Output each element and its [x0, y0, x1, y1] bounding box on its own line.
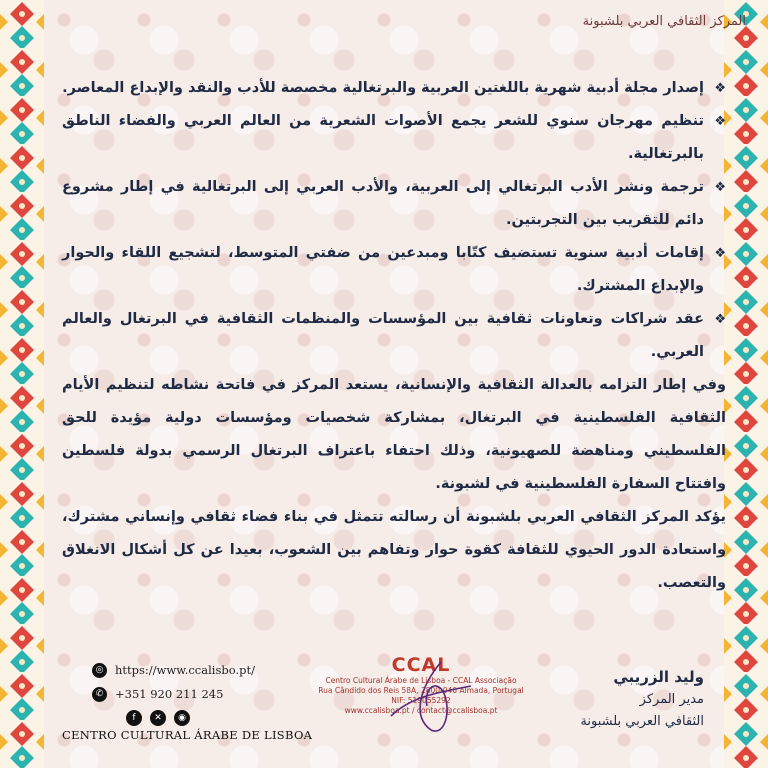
- center-name: CENTRO CULTURAL ÁRABE DE LISBOA: [62, 728, 313, 742]
- signer-name: وليد الزريبي: [613, 668, 704, 686]
- phone-number[interactable]: +351 920 211 245: [115, 687, 224, 701]
- x-icon[interactable]: ✕: [150, 710, 166, 726]
- stamp-line: Centro Cultural Árabe de Lisboa - CCAL Associação: [325, 676, 517, 685]
- list-item: [62, 105, 726, 171]
- body-text: [62, 72, 726, 600]
- list-item-text: تنظيم مهرجان سنوي للشعر يجمع الأصوات الشعرية من العالم العربي والفضاء الناطق بالبرتغالية.: [62, 113, 704, 162]
- signer-block: [554, 665, 704, 733]
- social-links: [126, 710, 282, 726]
- list-item-text: إصدار مجلة أدبية شهرية باللغتين العربية والبرتغالية مخصصة للأدب والنقد والإبداع المعاصر.: [62, 80, 704, 96]
- stamp-line: NIF: 519055292: [391, 696, 451, 705]
- whatsapp-icon: ✆: [92, 687, 107, 702]
- paragraph-palestine-days: وفي إطار التزامه بالعدالة الثقافية والإنسانية، يستعد المركز في فاتحة نشاطه لتنظيم الأيام الثقافية الفلسطينية في البرتغال، بمشاركة شخصيات ومؤسسات دولية مؤيدة للحق الفلسطيني ومناهضة للصهيونية، وذلك احتفاء باعتراف البرتغال الرسمي بدولة فلسطين وافتتاح السفارة الفلسطينية في لشبونة.: [62, 377, 726, 492]
- stamp-brand: CCAL: [391, 654, 451, 676]
- list-item: [62, 72, 726, 105]
- diamond-bullet-icon: ❖: [714, 114, 726, 129]
- paragraph-mission: يؤكد المركز الثقافي العربي بلشبونة أن رسالته تتمثل في بناء فضاء ثقافي وإنساني مشترك، واستعادة الدور الحيوي للثقافة كقوة حوار وتفاهم بين الشعوب، بعيدا عن كل أشكال الانغلاق والتعصب.: [62, 509, 726, 591]
- globe-icon: ◎: [92, 663, 107, 678]
- list-item-text: إقامات أدبية سنوية تستضيف كتّابا ومبدعين من ضفتي المتوسط، لتشجيع اللقاء والحوار والإبداع المشترك.: [62, 245, 704, 294]
- decorative-border-right: [724, 0, 768, 768]
- list-item: [62, 171, 726, 237]
- website-link[interactable]: https://www.ccalisbo.pt/: [115, 663, 255, 677]
- diamond-bullet-icon: ❖: [714, 180, 726, 195]
- signer-role: مدير المركز: [639, 692, 704, 707]
- instagram-icon[interactable]: ◉: [174, 710, 190, 726]
- list-item-text: عقد شراكات وتعاونات ثقافية بين المؤسسات والمنظمات الثقافية في البرتغال والعالم العربي.: [62, 311, 704, 360]
- list-item: [62, 237, 726, 303]
- phone-row[interactable]: [92, 682, 282, 706]
- organization-stamp: [316, 654, 526, 716]
- geometric-pattern-left: [0, 0, 44, 768]
- stamp-line: Rua Cândido dos Reis 58A, 2800-046 Almada, Portugal: [318, 686, 524, 695]
- stamp-line: www.ccalisboa.pt / contact@ccalisboa.pt: [344, 706, 498, 715]
- header-title: المركز الثقافي العربي بلشبونة: [582, 14, 746, 29]
- diamond-bullet-icon: ❖: [714, 246, 726, 261]
- bullet-list: [62, 72, 726, 369]
- contact-block: [92, 658, 282, 726]
- signer-role: الثقافي العربي بلشبونة: [580, 714, 704, 729]
- diamond-bullet-icon: ❖: [714, 312, 726, 327]
- diamond-bullet-icon: ❖: [714, 81, 726, 96]
- decorative-border-left: [0, 0, 44, 768]
- facebook-icon[interactable]: f: [126, 710, 142, 726]
- website-row[interactable]: [92, 658, 282, 682]
- list-item: [62, 303, 726, 369]
- signature-icon: [371, 656, 481, 736]
- geometric-pattern-right: [724, 0, 768, 768]
- list-item-text: ترجمة ونشر الأدب البرتغالي إلى العربية، والأدب العربي إلى البرتغالية في إطار مشروع دائم للتقريب بين التجربتين.: [62, 179, 704, 228]
